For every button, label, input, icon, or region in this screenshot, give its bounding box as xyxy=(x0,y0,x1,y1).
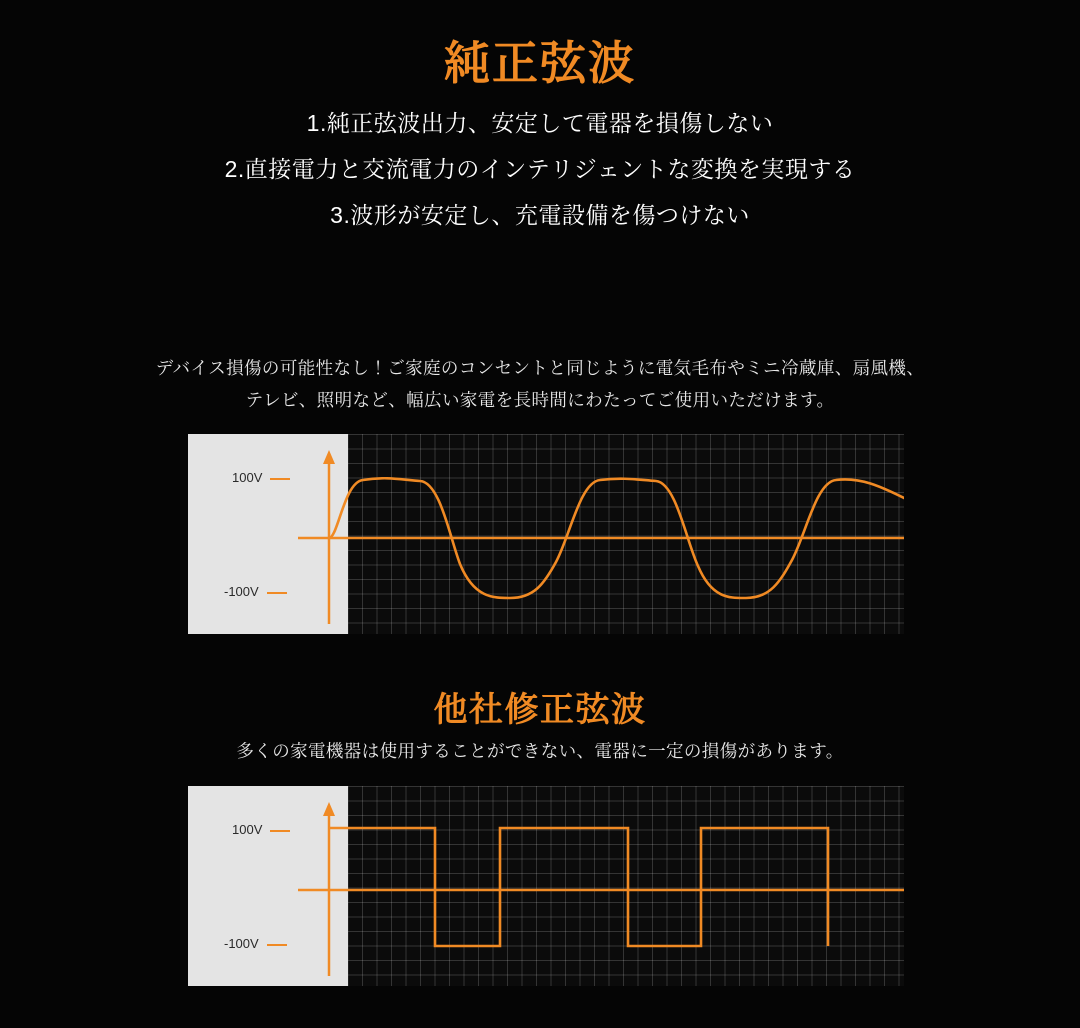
description-paragraph xyxy=(0,352,1080,417)
list-item: 2.直接電力と交流電力のインテリジェントな変換を実現する xyxy=(224,156,856,182)
arrow-up-icon xyxy=(323,802,335,816)
modified-sine-wave-chart xyxy=(188,786,904,986)
modified-waveform-path xyxy=(329,828,828,946)
section-title-modified: 他社修正弦波 xyxy=(433,691,647,729)
axis-label-high-text: 100V xyxy=(232,470,263,485)
pure-sine-wave-chart xyxy=(188,434,904,634)
waveform-svg-sine xyxy=(188,434,904,634)
axis-label-low-text: -100V xyxy=(224,584,259,599)
list-item: 3.波形が安定し、充電設備を傷つけない xyxy=(330,202,750,228)
arrow-up-icon xyxy=(323,450,335,464)
description-line-1: デバイス損傷の可能性なし！ご家庭のコンセントと同じように電気毛布やミニ冷蔵庫、扇風機、 xyxy=(155,358,925,378)
axis-label-low-text: -100V xyxy=(224,936,259,951)
axis-label-high-text: 100V xyxy=(232,822,263,837)
waveform-svg-modified xyxy=(188,786,904,986)
description-line-2: テレビ、照明など、幅広い家電を長時間にわたってご使用いただけます。 xyxy=(245,390,835,411)
feature-bullet-list xyxy=(0,112,1080,250)
section-description-modified: 多くの家電機器は使用することができない、電器に一定の損傷があります。 xyxy=(236,741,844,761)
page-title: 純正弦波 xyxy=(444,37,636,89)
list-item: 1.純正弦波出力、安定して電器を損傷しない xyxy=(306,110,774,136)
